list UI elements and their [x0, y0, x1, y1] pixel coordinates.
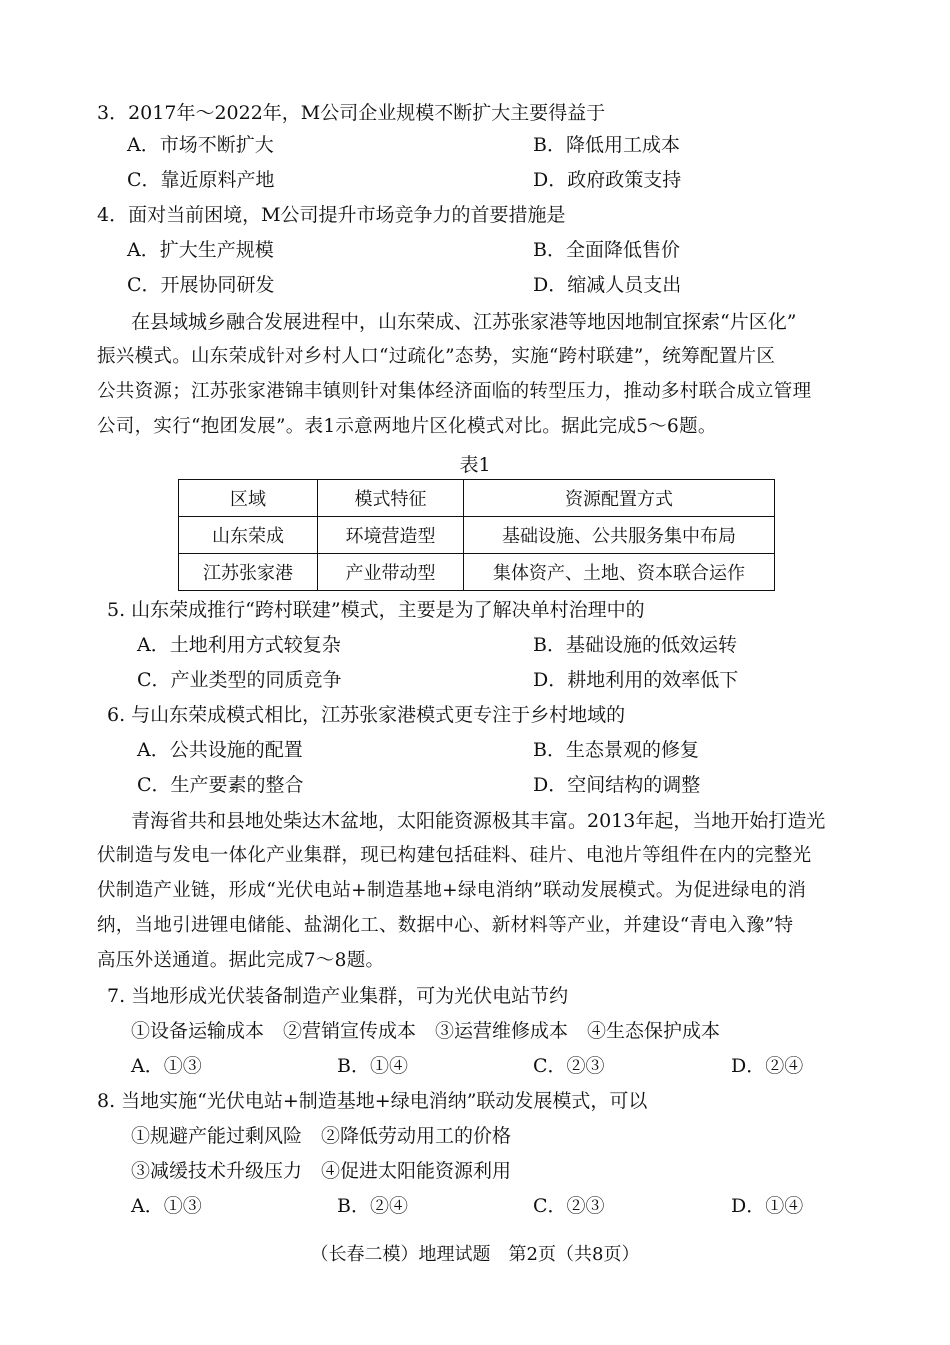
q7-option-b: B．①④ [337, 1055, 408, 1077]
q5-option-b: B．基础设施的低效运转 [533, 634, 737, 656]
question-8-stem: 8. 当地实施“光伏电站+制造基地+绿电消纳”联动发展模式，可以 [97, 1090, 648, 1112]
q8-option-d: D．①④ [731, 1195, 804, 1217]
table-cell: 山东荣成 [179, 517, 318, 554]
passage-2-line-4: 纳，当地引进锂电储能、盐湖化工、数据中心、新材料等产业，并建设“青电入豫”特 [97, 915, 794, 936]
q8-option-b: B．②④ [337, 1195, 408, 1217]
q7-option-d: D．②④ [731, 1055, 804, 1077]
q6-option-d: D．空间结构的调整 [533, 774, 701, 796]
q8-option-c: C．②③ [533, 1195, 605, 1217]
q8-option-a: A．①③ [131, 1195, 202, 1217]
table-cell: 集体资产、土地、资本联合运作 [464, 554, 775, 591]
table-cell: 江苏张家港 [179, 554, 318, 591]
passage-1-line-2: 振兴模式。山东荣成针对乡村人口“过疏化”态势，实施“跨村联建”，统筹配置片区 [97, 346, 776, 367]
q5-option-a: A．土地利用方式较复杂 [137, 634, 341, 656]
table-cell: 基础设施、公共服务集中布局 [464, 517, 775, 554]
passage-1-line-3: 公共资源；江苏张家港锦丰镇则针对集体经济面临的转型压力，推动多村联合成立管理 [97, 381, 812, 402]
comparison-table [178, 479, 775, 591]
q3-option-a: A．市场不断扩大 [127, 134, 274, 156]
page-footer: （长春二模）地理试题 第2页（共8页） [310, 1244, 640, 1265]
question-3-stem: 3．2017年～2022年，M公司企业规模不断扩大主要得益于 [97, 102, 606, 124]
q5-option-c: C．产业类型的同质竞争 [137, 669, 342, 691]
question-6-stem: 6. 与山东荣成模式相比，江苏张家港模式更专注于乡村地域的 [107, 704, 626, 726]
table-cell: 产业带动型 [318, 554, 464, 591]
table-caption: 表1 [459, 454, 491, 476]
q6-option-c: C．生产要素的整合 [137, 774, 304, 796]
q6-option-b: B．生态景观的修复 [533, 739, 699, 761]
table-header-cell: 资源配置方式 [464, 480, 775, 517]
question-4-stem: 4．面对当前困境，M公司提升市场竞争力的首要措施是 [97, 204, 566, 226]
q3-option-d: D．政府政策支持 [533, 169, 682, 191]
q3-option-c: C．靠近原料产地 [127, 169, 275, 191]
passage-1-line-4: 公司，实行“抱团发展”。表1示意两地片区化模式对比。据此完成5～6题。 [97, 416, 717, 437]
q3-option-b: B．降低用工成本 [533, 134, 680, 156]
q4-option-a: A．扩大生产规模 [127, 239, 274, 261]
q6-option-a: A．公共设施的配置 [137, 739, 303, 761]
table-header-cell: 区域 [179, 480, 318, 517]
passage-1-line-1: 在县域城乡融合发展进程中，山东荣成、江苏张家港等地因地制宜探索“片区化” [131, 311, 797, 333]
q4-option-b: B．全面降低售价 [533, 239, 680, 261]
question-7-stem: 7. 当地形成光伏装备制造产业集群，可为光伏电站节约 [107, 985, 569, 1007]
passage-2-line-2: 伏制造与发电一体化产业集群，现已构建包括硅料、硅片、电池片等组件在内的完整光 [97, 845, 812, 866]
question-5-stem: 5. 山东荣成推行“跨村联建”模式，主要是为了解决单村治理中的 [107, 599, 645, 621]
table-row [179, 517, 775, 554]
q7-option-c: C．②③ [533, 1055, 605, 1077]
passage-2-line-3: 伏制造产业链，形成“光伏电站+制造基地+绿电消纳”联动发展模式。为促进绿电的消 [97, 880, 807, 901]
q8-items-line-2: ③减缓技术升级压力 ④促进太阳能资源利用 [131, 1160, 512, 1182]
table-cell: 环境营造型 [318, 517, 464, 554]
q7-items: ①设备运输成本 ②营销宣传成本 ③运营维修成本 ④生态保护成本 [131, 1020, 721, 1042]
table-row [179, 554, 775, 591]
q5-option-d: D．耕地利用的效率低下 [533, 669, 739, 691]
q7-option-a: A．①③ [131, 1055, 202, 1077]
q4-option-c: C．开展协同研发 [127, 274, 275, 296]
q8-items-line-1: ①规避产能过剩风险 ②降低劳动用工的价格 [131, 1125, 512, 1147]
passage-2-line-5: 高压外送通道。据此完成7～8题。 [97, 950, 385, 971]
q4-option-d: D．缩减人员支出 [533, 274, 682, 296]
table-header-row [179, 480, 775, 517]
table-header-cell: 模式特征 [318, 480, 464, 517]
passage-2-line-1: 青海省共和县地处柴达木盆地，太阳能资源极其丰富。2013年起，当地开始打造光 [131, 810, 826, 832]
